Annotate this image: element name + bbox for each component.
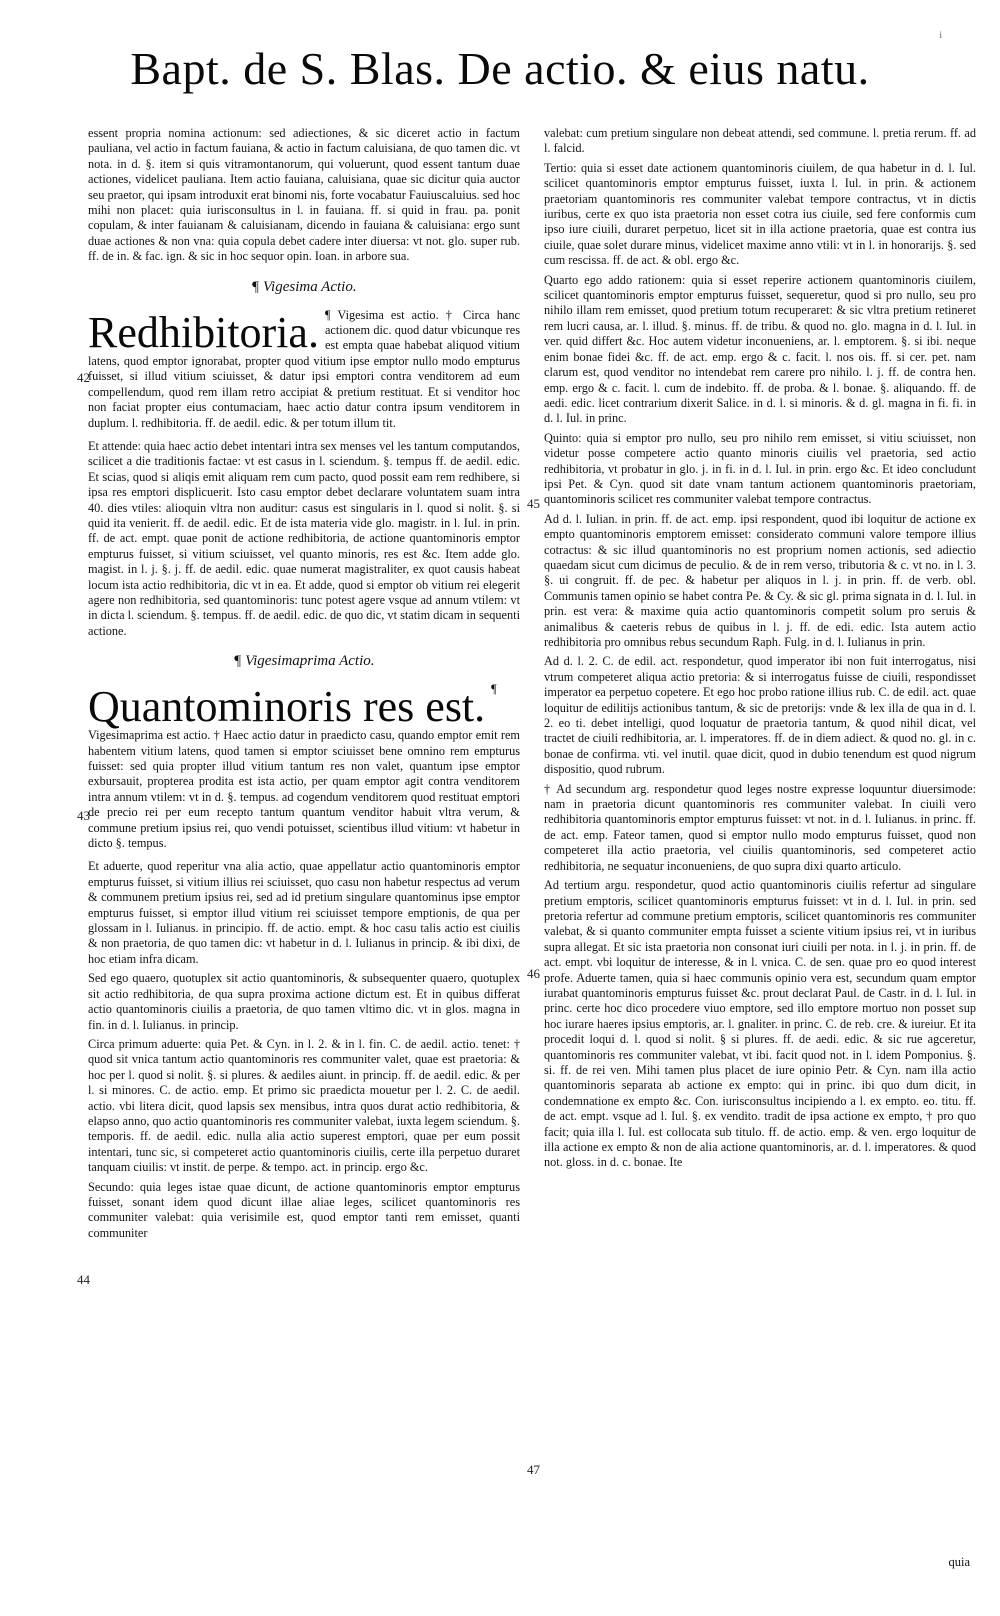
paragraph: Ad d. l. Iulian. in prin. ff. de act. emp. ipsi respondent, quod ibi loquitur de actione ex empto quantominoris emptorem emisset: considerato communi valore tempore illius cotractus: & sic illud quantominoris no est proprium nomen actionis, sed adiectio quaedam sicut cum dicimus de peculio. & de in rem verso, tributoria & c. vt no. in l. 3. §. ui congruit. ff. de pec. & habetur per aliquos in l. j. in prin. ff. de verb. obl. Communis tamen opinio se habet contra Pe. & Cy. & sic gl. prima signata in d. l. Iul. in prin. est vera: & maxime quia actio quantominoris competit solum pro seruis & animalibus & caeteris rebus de quibus in l. j. ff. de edi. edic. Ista autem actio redhibitoria pro omnibus rebus secundum Raph. Fulg. in d. l. Iulianus in prin. [544,511,976,649]
section-marker: ¶ Vigesima Actio. [251,278,357,295]
section-opening: ¶ Vigesima est actio. † Circa hanc actionem dic. quod datur vbicunque res est empta quae habebat aliquod vitium latens, quod emptor ignorabat, propter quod vitium ipse emptor nullo modo empturus fuisset, si illud vitium sciuisset, & datur ipsi emptori contra venditorem ad eum compellendum, quod rem illam retro accipiat & pretium restituat. Et si venditor hoc non faciat propter eius contumaciam, haec actio datur contra ipsum venditorem in duplum. l. redhibitoria. ff. de aedil. edic. & per totum illum tit. [88,307,520,430]
section-redhibitoria [88,308,520,431]
paragraph: Quarto ego addo rationem: quia si esset reperire actionem quantominoris ciuilem, scilicet quantominoris emptor empturus fuisset, sequeretur, quod si pro nullo, seu pro nihilo illam rem emisset, quod pretium totum recuperaret: & sic vltra pretium retineret rem lucri causa, ar. l. illud. §. minus. ff. de tribu. & quod no. glo. magna in d. l. Iul. in ver. quid differt &c. Hoc autem videtur inconueniens, ar. l. emptorem. §. si ibi. neque enim bonae fidei &c. ff. de act. emp. ergo & c. facit. l. nos ois. ff. si cer. pet. nam clarum est, quod venditor no intendebat rem carere pro nihilo. l. j. ff. de contra hen. emp. ergo & c. facit. l. cum de indebito. ff. de proba. & l. bonae. §. aliquando. ff. de aedi. edic. licet contrarium dixerit Salice. in d. l. si minoris. & d. gl. magna in fi. fi. in d. l. Iul. in princ. [544,272,976,426]
paragraph: Circa primum aduerte: quia Pet. & Cyn. in l. 2. & in l. fin. C. de aedil. actio. tenet: † quod sit vnica tantum actio quantominoris res communiter valet, quae est praetoria: & hoc per l. quod si nolit. §. si plures. & aediles aiunt. in princip. ff. de aedil. edic. & per l. si minores. C. de actio. emp. Et primo sic praedicta mouetur per l. 2. C. de aedil. actio. vbi litera dicit, quod lapsis sex mensibus, intra quos durat actio redhibitoria, & elapso anno, quo actio quantominoris res communiter valebat, iuxta legem sciendum. §. temporis. ff. de aedil. edic. nulla alia actio superest emptori, quae per eum possit intentari, tunc sic, si competeret actio quantominoris ciuilis, certe illa perpetuo duraret tanquam ciuilis: vt instit. de perpe. & tempo. act. in princip. ergo &c. [88,1036,520,1175]
catchword: quia [948,1555,970,1569]
paragraph: † Ad secundum arg. respondetur quod leges nostre expresse loquuntur diuersimode: nam in praetoria dicunt quantominoris res communiter valebat. In ciuili vero redhibitoria quantominoris emptor empturus fuisset: vt not. in d. l. Iulianus. in princ. ff. de act. emp. Fateor tamen, quod si emptor nullo modo empturus fuisset, quod non competeret illa actio praetoria, vel ciuilis quantominoris, sed competeret actio redhibitoria, ne sequatur inconueniens, de quo supra dixi quarto articulo. [544,781,976,873]
paragraph: Et aduerte, quod reperitur vna alia actio, quae appellatur actio quantominoris emptor empturus fuisset, si vitium illius rei sciuisset, quo casu non habetur respectus ad verum & communem pretium ipsius rei, sed ad id pretium singulare quantominus ipse emptor empturus fuisset, si emptor illud vitium rei sciuisset tempore emptionis, de qua per glossam in l. Iulianus. in principio. ff. de actio. empt. & hoc casu talis actio est ciuilis & non praetoria, de quo tamen dic: vt habetur in d. l. Iulianus in princip. & ibi dixi, de hoc etiam infra dicam. [88,859,520,966]
section-heading: Quantominoris res est. [88,682,486,732]
margin-number: 47 [527,1462,540,1477]
margin-number: 45 [527,496,540,511]
paragraph: valebat: cum pretium singulare non debeat attendi, sed commune. l. pretia rerum. ff. ad l. falcid. [544,126,976,156]
paragraph: Sed ego quaero, quotuplex sit actio quantominoris, & subsequenter quaero, quotuplex sit actio redhibitoria, de qua supra proxima actione dictum est. Et in quibus differat actio quantominoris ciuilis a praetoria, de quo tamen vltimo dic. vt in glos. magna in fin. in d. l. Iulianus. in princip. [88,971,520,1032]
paragraph: Quinto: quia si emptor pro nullo, seu pro nihilo rem emisset, si vitiu sciuisset, non videtur posse competere actio quanto minoris ciuilis vel praetoria, sed actio redhibitoria, vt probatur in glo. j. in fi. in d. l. Iul. in prin. ergo &c. Et ideo concludunt ipsi Pet. & Cyn. quod sit date vnam tantum actionem quantominoris praetoriam, quantominoris scilicet res communiter valebat tempore contractus. [544,430,976,507]
intro-paragraph: essent propria nomina actionum: sed adiectiones, & sic diceret actio in factum pauliana, vel actio in factum fauiana, & actio in factum caluisiana, de quo tamen dic. vt nota. in d. §. item si quis vitramontanorum, qui voluerunt, quod essent tantum duae actiones, videlicet pauliana. Item actio fauiana, caluisiana, quae sic dicitur quia auctor seu praetor, qui ipsam introduxit erat binomi nis, forte vocabatur Fauiuscaluius. sed hoc mihi non placet: quia iurisconsultus in l. in fauiana. ff. si quid in frau. pa. ponit copulam, & inter fauianam & caluisianam, dicendo in fauiana & caluisiana: ergo sunt duae actiones & non vna: quia copula debet cadere inter diuersa: vt not. glo. super rub. ff. de in. & fac. ign. & sic in hoc sequor opin. Ioan. in arbore sua. [88,126,520,264]
running-head: Bapt. de S. Blas. De actio. & eius natu. [130,43,870,94]
margin-number: 44 [77,1272,90,1287]
paragraph: Secundo: quia leges istae quae dicunt, de actione quantominoris emptor empturus fuisset, sonant idem quod dicunt illae aliae leges, scilicet quantominoris res communiter valebat: quia verisimile est, quod emptor tanti rem emisset, quanti communiter [88,1179,520,1240]
left-column [88,126,520,1245]
section-marker: ¶ Vigesimaprima Actio. [233,653,375,670]
right-column [544,126,976,1175]
paragraph: Ad d. l. 2. C. de edil. act. respondetur, quod imperator ibi non fuit interrogatus, nisi vtrum competeret aliqua actio pretoria: & si interrogatus fuisse de ciuili, respondisset imperator ea perpetuo copetere. Et ego hoc probo ratione illius rub. C. de edil. act. quae loquitur de edilitijs actionibus tantum, & sic de pretorijs: vnde & lex illa de qua in d. l. 2. eo ti. debet intelligi, quod loquatur de praetoria tantum, & quod nihil dicat, vel tractet de ciuili redhibitoria, ar. l. imperatores. ff. de in diem adiect. & quod no. gl. in c. bonae de confirma. vti. vel inutil. quae dicit, quod in dubio tenendum est quod nigrum dispositio, quod rubrum. [544,654,976,777]
margin-number: 42 [77,370,90,385]
margin-number: 43 [77,808,90,823]
margin-number: 46 [527,966,540,981]
paragraph: Ad tertium argu. respondetur, quod actio quantominoris ciuilis refertur ad singulare pretium emptoris, scilicet quantominoris empturus fuisset: vt in d. l. Iul. in prin. sed pretoria refertur ad commune pretium emptoris, scilicet quantominoris res communiter valebat, & si quanto communiter empta fuisset a sciente vitium ipsius rei, vt in iuribus supra allegat. Et sic ista praetoria non consonat iuri ciuili per nota. in l. j. in prin. ff. de act. empt. vbi loquitur de interesse, & in l. vnica. C. de sen. quae pro eo quod interest profe. Aduerte tamen, quia si haec communis opinio vera est, secundum quam emptor iurabat quantominoris empturus fuisset &c. prout declarat Paul. de Castr. in d. l. Iul. in princ. certe hoc dico procedere viuo emptore, sed illo emptore mortuo non posset sup hoc iurare haeres ipsius emptoris, ar. l. gnaliter. in princ. C. de reb. cre. & iureiur. Et ita procedit loqui d. l. quod si nolit. § si plures. ff. de aedi. edic. & sic rue agceretur, quantominoris res communiter valebat, vt ibi. facit quod not. in l. idem Pomponius. §. si. ff. de rei ven. Mihi tamen plus placet de iure opinio Petr. & Cyn. nam illa actio quantominoris separata ab actione ex empto: qui in princ. ibi quo dum dicit, in condemnatione ex empto &c. Con. iurisconsultus incipiendo a l. ex empto. eo. titu. ff. de act. empt. vsque ad l. Iul. §. ex vendito. tradit de ipsa actione ex empto, † pro quo facit; quia illa l. Iul. est collocata sub titulo. ff. de actio. emp. & ven. ergo loquitur de illa actione ex empto & non de alia actione quantominoris, ar. d. l. imperatores. & quod not. gloss. in d. c. bonae. Ite [544,878,976,1170]
section-opening: ¶ Vigesimaprima est actio. † Haec actio datur in praedicto casu, quando emptor emit rem habentem vitium latens, quod tamen si emptor sciuisset bene omnino rem empturus fuisset: sed quia propter illud vitium tantum res non valet, quantum ipse emptor exbursauit, propterea prodita est ista actio, per quam emptor agit contra venditorem intra annum vtilem: vt in d. §. tempus. ad cogendum venditorem quod restituat emptori de precio rei per eum recepto tantum quantum venditor habuit vltra verum, & commune pretium ipsius rei, quo vendi potuisset, scientibus illud vitium: vt habetur in dicto §. tempus. [88,682,520,851]
paragraph: Et attende: quia haec actio debet intentari intra sex menses vel les tantum computandos, scilicet a die traditionis factae: vt est casus in l. sciendum. §. tempus ff. de aedil. edic. Et scias, quod si aliqis emit aliquam rem cum pacto, quod possit eam rem redhibere, si ipsa res emptori displicuerit. Isto casu emptor debet declarare voluntatem suam intra 40. dies vtiles: alioquin vltra non auditur: casus est singularis in l. quod si nolit. §. si quid ita venierit. ff. de aedil. edic. Et de ista materia vide glo. magistr. in l. Iul. in prin. ff. de act. empt. quae ponit de actione redhibitoria, de actione quantominoris emptor empturus fuisset, si vitium sciuisset, vel quanto minoris, res est &c. Item adde glo. magist. in l. j. §. j. ff. de aedil. edic. quae numerat magistraliter, ex quot causis habeat locum ista actio redhibitoria, dic vt in ea. Et adde, quod si emptor ob vitium rei elegerit agere non redhibitoria, sed quantominoris: tunc potest agere vsque ad annum vtilem: vt in dicta l. sciendum. §. tempus. ff. de aedil. edic. de quo dic, vt statim dicam in sequenti actione. [88,438,520,638]
section-quantominoris [88,682,520,851]
section-heading: Redhibitoria. [88,307,319,357]
paragraph: Tertio: quia si esset date actionem quantominoris ciuilem, de qua habetur in d. l. Iul. scilicet quantominoris emptor empturus fuisset, iuxta l. Iul. in prin. & actionem praetoriam quantominoris res communiter valebat tempore contractus, vt in dictis iuribus, certe ex quo ista praetoria non esset cotra ius ciuile, sed fere conformis cum ipso iure ciuili, duraret perpetuo, licet sit in illa actione praetoria, quae est contra ius ciuile, quae solet durare minus, videlicet maxime anno vtili: vt in l. in honorarijs. §. sed cum rescissa. ff. de act. & obl. ergo &c. [544,160,976,268]
page-corner-mark: i [939,30,942,40]
